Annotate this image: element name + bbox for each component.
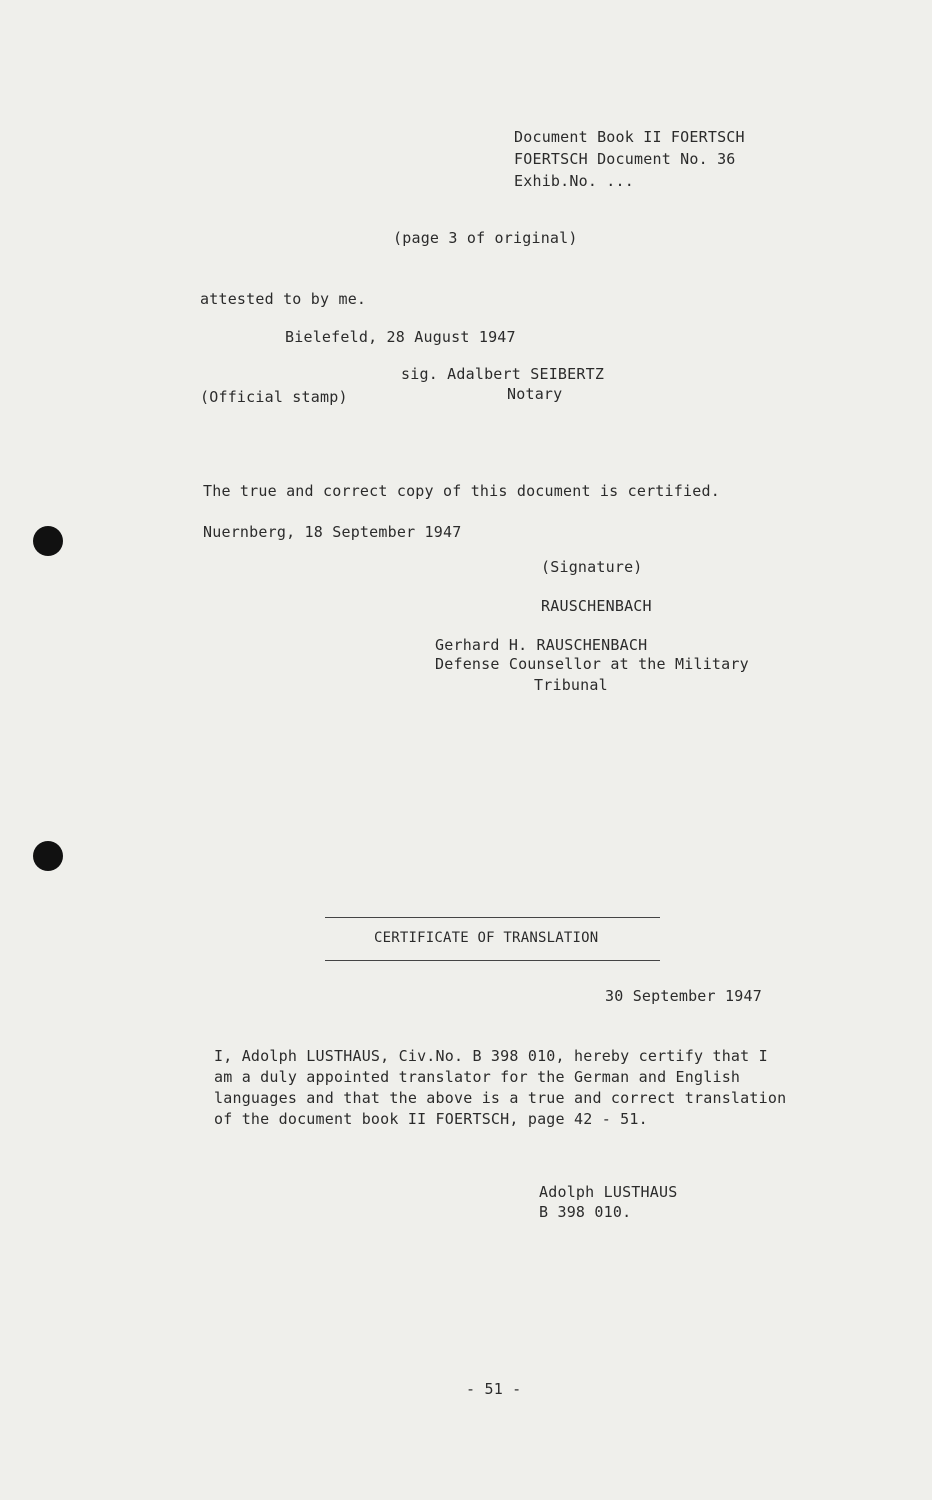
bottom-divider <box>325 960 660 961</box>
certification-place-date: Nuernberg, 18 September 1947 <box>203 523 462 541</box>
translator-id: B 398 010. <box>539 1203 632 1221</box>
page-number: - 51 - <box>466 1380 522 1398</box>
notary-role: Notary <box>507 385 563 403</box>
signature-note: (Signature) <box>541 558 643 576</box>
official-stamp-note: (Official stamp) <box>200 388 348 406</box>
certificate-date: 30 September 1947 <box>605 987 762 1005</box>
top-divider <box>325 917 660 918</box>
notary-signature: sig. Adalbert SEIBERTZ <box>401 365 605 383</box>
page-reference: (page 3 of original) <box>393 229 578 247</box>
attestation-place-date: Bielefeld, 28 August 1947 <box>285 328 516 346</box>
certificate-heading: CERTIFICATE OF TRANSLATION <box>374 930 599 946</box>
counsel-title-continued: Tribunal <box>534 676 608 694</box>
certificate-line: languages and that the above is a true and correct translation <box>214 1089 787 1107</box>
certificate-body <box>214 1046 786 1130</box>
certificate-line: I, Adolph LUSTHAUS, Civ.No. B 398 010, hereby certify that I <box>214 1047 768 1065</box>
document-header <box>514 126 745 192</box>
header-book-ref: Document Book II FOERTSCH <box>514 128 745 146</box>
counsel-name: Gerhard H. RAUSCHENBACH <box>435 636 648 654</box>
header-doc-number: FOERTSCH Document No. 36 <box>514 150 736 168</box>
certification-statement: The true and correct copy of this document is certified. <box>203 482 720 500</box>
punch-hole <box>33 841 63 871</box>
attestation-line: attested to by me. <box>200 290 367 308</box>
certificate-line: of the document book II FOERTSCH, page 42 - 51. <box>214 1110 648 1128</box>
punch-hole <box>33 526 63 556</box>
translator-name: Adolph LUSTHAUS <box>539 1183 678 1201</box>
signature-name: RAUSCHENBACH <box>541 597 652 615</box>
certificate-line: am a duly appointed translator for the German and English <box>214 1068 741 1086</box>
header-exhibit-number: Exhib.No. ... <box>514 172 634 190</box>
counsel-title: Defense Counsellor at the Military <box>435 655 749 673</box>
